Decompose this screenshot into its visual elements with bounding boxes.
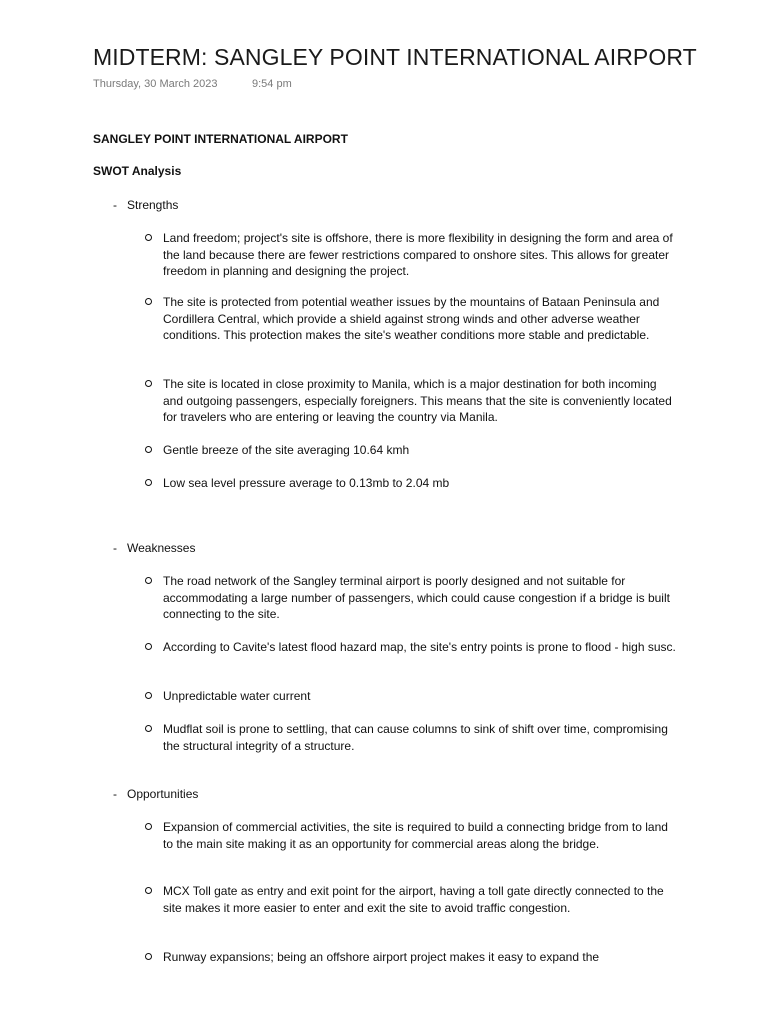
list-item-text: Land freedom; project's site is offshore, there is more flexibility in designing the form and area of the land because there are fewer restrictions compared to onshore sites. This allows for greater freedom in planning and designing the project.	[163, 231, 673, 278]
list-item-text: Mudflat soil is prone to settling, that can cause columns to sink of shift over time, compromising the structural integrity of a structure.	[163, 722, 668, 753]
page-time: 9:54 pm	[252, 78, 292, 90]
list-item	[163, 230, 678, 280]
section-label: Strengths	[127, 198, 179, 212]
dash-marker: -	[113, 198, 117, 212]
section-strengths	[113, 198, 178, 212]
bullet-circle-icon	[145, 298, 152, 305]
bullet-circle-icon	[145, 446, 152, 453]
section-opportunities	[113, 787, 198, 801]
document-heading: SANGLEY POINT INTERNATIONAL AIRPORT	[93, 132, 348, 146]
list-item-text: Unpredictable water current	[163, 689, 311, 703]
list-item	[163, 376, 678, 426]
bullet-circle-icon	[145, 643, 152, 650]
list-item	[163, 442, 678, 459]
bullet-circle-icon	[145, 887, 152, 894]
list-item	[163, 688, 678, 705]
bullet-circle-icon	[145, 725, 152, 732]
bullet-circle-icon	[145, 479, 152, 486]
section-weaknesses	[113, 541, 195, 555]
page-title: MIDTERM: SANGLEY POINT INTERNATIONAL AIRPORT	[93, 44, 697, 70]
list-item	[163, 573, 678, 623]
list-item	[163, 639, 678, 656]
bullet-circle-icon	[145, 823, 152, 830]
dash-marker: -	[113, 787, 117, 801]
list-item	[163, 883, 678, 916]
list-item-text: Low sea level pressure average to 0.13mb to 2.04 mb	[163, 476, 450, 490]
section-label: Weaknesses	[127, 541, 196, 555]
list-item	[163, 721, 678, 754]
list-item-text: Gentle breeze of the site averaging 10.64 kmh	[163, 443, 410, 457]
bullet-circle-icon	[145, 577, 152, 584]
list-item	[163, 294, 678, 344]
list-item	[163, 475, 678, 492]
bullet-circle-icon	[145, 234, 152, 241]
list-item	[163, 949, 678, 966]
section-label: Opportunities	[127, 787, 199, 801]
list-item-text: Runway expansions; being an offshore airport project makes it easy to expand the	[163, 950, 600, 964]
dash-marker: -	[113, 541, 117, 555]
bullet-circle-icon	[145, 380, 152, 387]
list-item	[163, 819, 678, 852]
document-subheading: SWOT Analysis	[93, 164, 182, 178]
list-item-text: The site is protected from potential weather issues by the mountains of Bataan Peninsula and Cordillera Central, which provide a shield against strong winds and other adverse weather conditions. This protection makes the site's weather conditions more stable and predictable.	[163, 295, 660, 342]
bullet-circle-icon	[145, 692, 152, 699]
list-item-text: Expansion of commercial activities, the site is required to build a connecting bridge from to land to the main site making it as an opportunity for commercial areas along the bridge.	[163, 820, 668, 851]
list-item-text: The site is located in close proximity to Manila, which is a major destination for both incoming and outgoing passengers, especially foreigners. This means that the site is conveniently located for travelers who are entering or leaving the country via Manila.	[163, 377, 672, 424]
list-item-text: According to Cavite's latest flood hazard map, the site's entry points is prone to flood - high susc.	[163, 640, 676, 654]
list-item-text: The road network of the Sangley terminal airport is poorly designed and not suitable for accommodating a large number of passengers, which could cause congestion if a bridge is built connecting to the site.	[163, 574, 670, 621]
list-item-text: MCX Toll gate as entry and exit point for the airport, having a toll gate directly connected to the site makes it more easier to enter and exit the site to avoid traffic congestion.	[163, 884, 664, 915]
bullet-circle-icon	[145, 953, 152, 960]
page-date: Thursday, 30 March 2023	[93, 78, 218, 90]
